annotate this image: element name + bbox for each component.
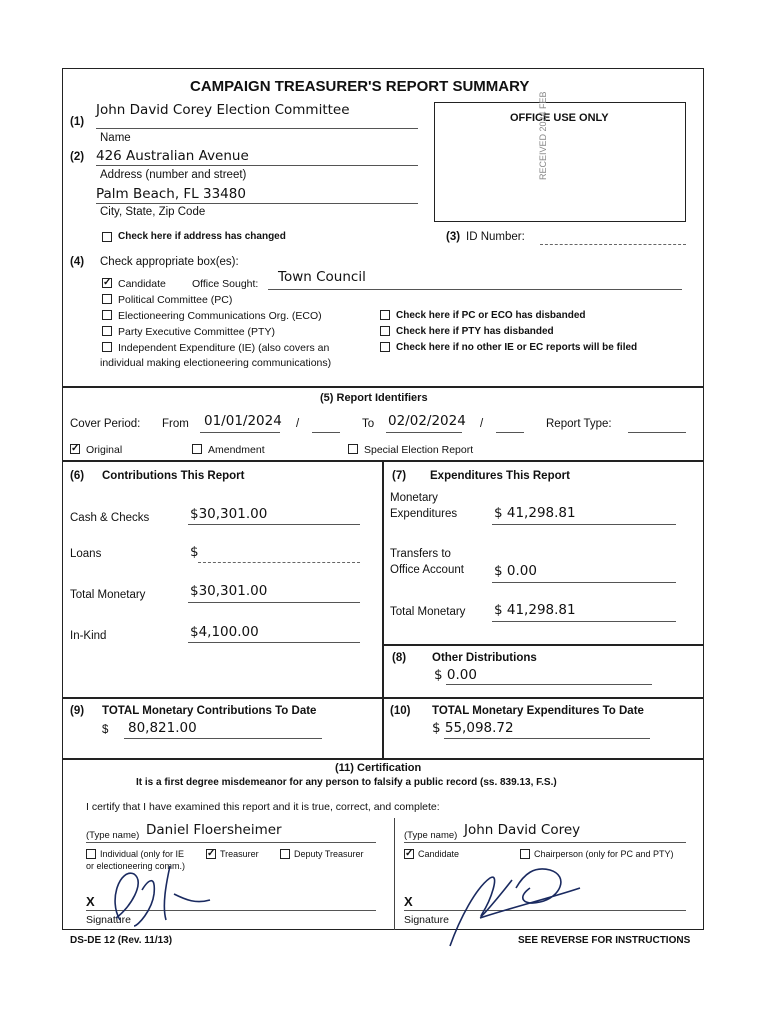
section4-heading: Check appropriate box(es): bbox=[100, 256, 239, 268]
signature-divider bbox=[394, 818, 395, 930]
pty-disbanded-checkbox[interactable] bbox=[380, 326, 390, 336]
candidate-name-line bbox=[404, 842, 686, 843]
address-changed-label: Check here if address has changed bbox=[118, 231, 286, 242]
section9-dollar: $ bbox=[102, 724, 109, 736]
city-value: Palm Beach, FL 33480 bbox=[96, 186, 246, 202]
section11-certify: I certify that I have examined this report and it is true, correct, and complete: bbox=[86, 801, 440, 813]
amendment-label: Amendment bbox=[208, 444, 265, 456]
to-slash: / bbox=[480, 418, 484, 430]
from-date: 01/01/2024 bbox=[204, 413, 282, 429]
section11-heading: (11) Certification bbox=[335, 762, 422, 774]
candidate-x-mark: X bbox=[404, 894, 413, 909]
to-date-line bbox=[386, 432, 462, 433]
city-label: City, State, Zip Code bbox=[100, 206, 206, 218]
office-sought-label: Office Sought: bbox=[192, 278, 259, 290]
section5-heading: (5) Report Identifiers bbox=[320, 392, 428, 404]
individual-label-2: or electioneering comm.) bbox=[86, 861, 186, 871]
candidate-signature-label: Signature bbox=[404, 914, 449, 926]
address-changed-checkbox[interactable] bbox=[102, 232, 112, 242]
original-label: Original bbox=[86, 444, 123, 456]
to-date: 02/02/2024 bbox=[388, 413, 466, 429]
deputy-treasurer-checkbox[interactable] bbox=[280, 849, 290, 859]
cash-checks-line bbox=[188, 524, 360, 525]
total-expenditures-line bbox=[444, 738, 650, 739]
candidate-type-name-label: (Type name) bbox=[404, 830, 458, 841]
section6-num: (6) bbox=[70, 470, 85, 482]
loans-line bbox=[198, 562, 360, 563]
individual-label-1: Individual (only for IE bbox=[100, 849, 185, 859]
individual-checkbox[interactable] bbox=[86, 849, 96, 859]
form-title: CAMPAIGN TREASURER'S REPORT SUMMARY bbox=[190, 78, 530, 95]
treasurer-signature-label: Signature bbox=[86, 914, 131, 926]
pty-disbanded-label: Check here if PTY has disbanded bbox=[396, 326, 554, 337]
pc-label: Political Committee (PC) bbox=[118, 294, 233, 306]
divider-5-top bbox=[62, 386, 704, 388]
section9-num: (9) bbox=[70, 705, 85, 717]
candidate-cert-label: Candidate bbox=[418, 849, 460, 859]
to-label: To bbox=[362, 418, 375, 430]
total-monetary-exp-label: Total Monetary bbox=[390, 606, 466, 618]
amendment-checkbox[interactable] bbox=[192, 444, 202, 454]
original-checkbox[interactable]: ✓ bbox=[71, 443, 80, 454]
divider-6-7-vertical bbox=[382, 460, 384, 758]
eco-checkbox[interactable] bbox=[102, 310, 112, 320]
from-extra-line bbox=[312, 432, 340, 433]
transfers-line bbox=[492, 582, 676, 583]
total-contributions-to-date: 80,821.00 bbox=[128, 720, 197, 736]
other-distributions-line bbox=[446, 684, 652, 685]
from-slash: / bbox=[296, 418, 300, 430]
cash-checks-value: $30,301.00 bbox=[190, 506, 268, 522]
section2-num: (2) bbox=[70, 151, 85, 163]
section4-num: (4) bbox=[70, 256, 85, 268]
office-sought-line bbox=[268, 289, 682, 290]
treasurer-name: Daniel Floersheimer bbox=[146, 822, 282, 838]
address-label: Address (number and street) bbox=[100, 169, 247, 181]
section10-heading: TOTAL Monetary Expenditures To Date bbox=[432, 705, 644, 717]
inkind-label: In-Kind bbox=[70, 630, 107, 642]
section8-heading: Other Distributions bbox=[432, 652, 537, 664]
total-monetary-contrib-line bbox=[188, 602, 360, 603]
id-number-label: ID Number: bbox=[466, 231, 525, 243]
monetary-exp-label-2: Expenditures bbox=[390, 508, 458, 520]
report-type-line bbox=[628, 432, 686, 433]
total-monetary-contrib-label: Total Monetary bbox=[70, 589, 146, 601]
deputy-treasurer-label: Deputy Treasurer bbox=[294, 849, 364, 859]
no-other-reports-checkbox[interactable] bbox=[380, 342, 390, 352]
treasurer-type-name-label: (Type name) bbox=[86, 830, 140, 841]
reverse-instructions: SEE REVERSE FOR INSTRUCTIONS bbox=[518, 935, 691, 946]
special-election-label: Special Election Report bbox=[364, 444, 474, 456]
transfers-value: $ 0.00 bbox=[494, 563, 537, 579]
transfers-label-1: Transfers to bbox=[390, 548, 451, 560]
candidate-checkbox[interactable]: ✓ bbox=[103, 277, 112, 288]
section1-num: (1) bbox=[70, 116, 85, 128]
ie-label-1: Independent Expenditure (IE) (also covers an bbox=[118, 342, 330, 354]
treasurer-signature bbox=[90, 860, 220, 930]
total-monetary-exp-line bbox=[492, 621, 676, 622]
cash-checks-label: Cash & Checks bbox=[70, 512, 150, 524]
monetary-exp-line bbox=[492, 524, 676, 525]
inkind-line bbox=[188, 642, 360, 643]
address-value: 426 Australian Avenue bbox=[96, 148, 249, 164]
section10-num: (10) bbox=[390, 705, 411, 717]
section6-heading: Contributions This Report bbox=[102, 470, 245, 482]
pc-disbanded-label: Check here if PC or ECO has disbanded bbox=[396, 310, 586, 321]
divider-9-top bbox=[62, 697, 704, 699]
id-number-line bbox=[540, 244, 686, 245]
ie-checkbox[interactable] bbox=[102, 342, 112, 352]
treasurer-name-line bbox=[86, 842, 376, 843]
divider-8-top bbox=[382, 644, 704, 646]
from-label: From bbox=[162, 418, 189, 430]
office-use-label: OFFICE USE ONLY bbox=[510, 112, 609, 124]
section11-warning: It is a first degree misdemeanor for any person to falsify a public record (ss. 839.13, F.S.) bbox=[136, 777, 557, 788]
monetary-exp-value: $ 41,298.81 bbox=[494, 505, 576, 521]
treasurer-label: Treasurer bbox=[220, 849, 259, 859]
inkind-value: $4,100.00 bbox=[190, 624, 259, 640]
pty-label: Party Executive Committee (PTY) bbox=[118, 326, 275, 338]
section3-num: (3) bbox=[446, 231, 461, 243]
treasurer-x-mark: X bbox=[86, 894, 95, 909]
name-line bbox=[96, 128, 418, 129]
transfers-label-2: Office Account bbox=[390, 564, 464, 576]
section7-num: (7) bbox=[392, 470, 407, 482]
office-sought-value: Town Council bbox=[278, 269, 366, 285]
address-line bbox=[96, 165, 418, 166]
special-election-checkbox[interactable] bbox=[348, 444, 358, 454]
received-stamp: RECEIVED 2024 FEB bbox=[538, 91, 548, 180]
ie-label-2: individual making electioneering communications) bbox=[100, 357, 332, 369]
section8-num: (8) bbox=[392, 652, 407, 664]
chairperson-label: Chairperson (only for PC and PTY) bbox=[534, 849, 674, 859]
report-type-label: Report Type: bbox=[546, 418, 612, 430]
committee-name: John David Corey Election Committee bbox=[96, 102, 350, 118]
total-monetary-contrib-value: $30,301.00 bbox=[190, 583, 268, 599]
other-distributions-value: $ 0.00 bbox=[434, 667, 477, 683]
treasurer-checkbox[interactable]: ✓ bbox=[207, 848, 216, 859]
monetary-exp-label-1: Monetary bbox=[390, 492, 438, 504]
cover-period-label: Cover Period: bbox=[70, 418, 141, 430]
section7-heading: Expenditures This Report bbox=[430, 470, 570, 482]
to-extra-line bbox=[496, 432, 524, 433]
no-other-reports-label: Check here if no other IE or EC reports will be filed bbox=[396, 342, 638, 353]
form-number: DS-DE 12 (Rev. 11/13) bbox=[70, 935, 173, 946]
pc-disbanded-checkbox[interactable] bbox=[380, 310, 390, 320]
divider-11-top bbox=[62, 758, 704, 760]
eco-label: Electioneering Communications Org. (ECO) bbox=[118, 310, 322, 322]
pty-checkbox[interactable] bbox=[102, 326, 112, 336]
loans-label: Loans bbox=[70, 548, 102, 560]
from-date-line bbox=[200, 432, 280, 433]
section9-heading: TOTAL Monetary Contributions To Date bbox=[102, 705, 317, 717]
pc-checkbox[interactable] bbox=[102, 294, 112, 304]
name-label: Name bbox=[100, 132, 131, 144]
candidate-name: John David Corey bbox=[464, 822, 581, 838]
total-expenditures-to-date: $ 55,098.72 bbox=[432, 720, 514, 736]
candidate-label: Candidate bbox=[118, 278, 166, 290]
total-contributions-line bbox=[124, 738, 322, 739]
loans-value: $ bbox=[190, 544, 199, 560]
total-monetary-exp-value: $ 41,298.81 bbox=[494, 602, 576, 618]
candidate-cert-checkbox[interactable]: ✓ bbox=[405, 848, 414, 859]
city-line bbox=[96, 203, 418, 204]
